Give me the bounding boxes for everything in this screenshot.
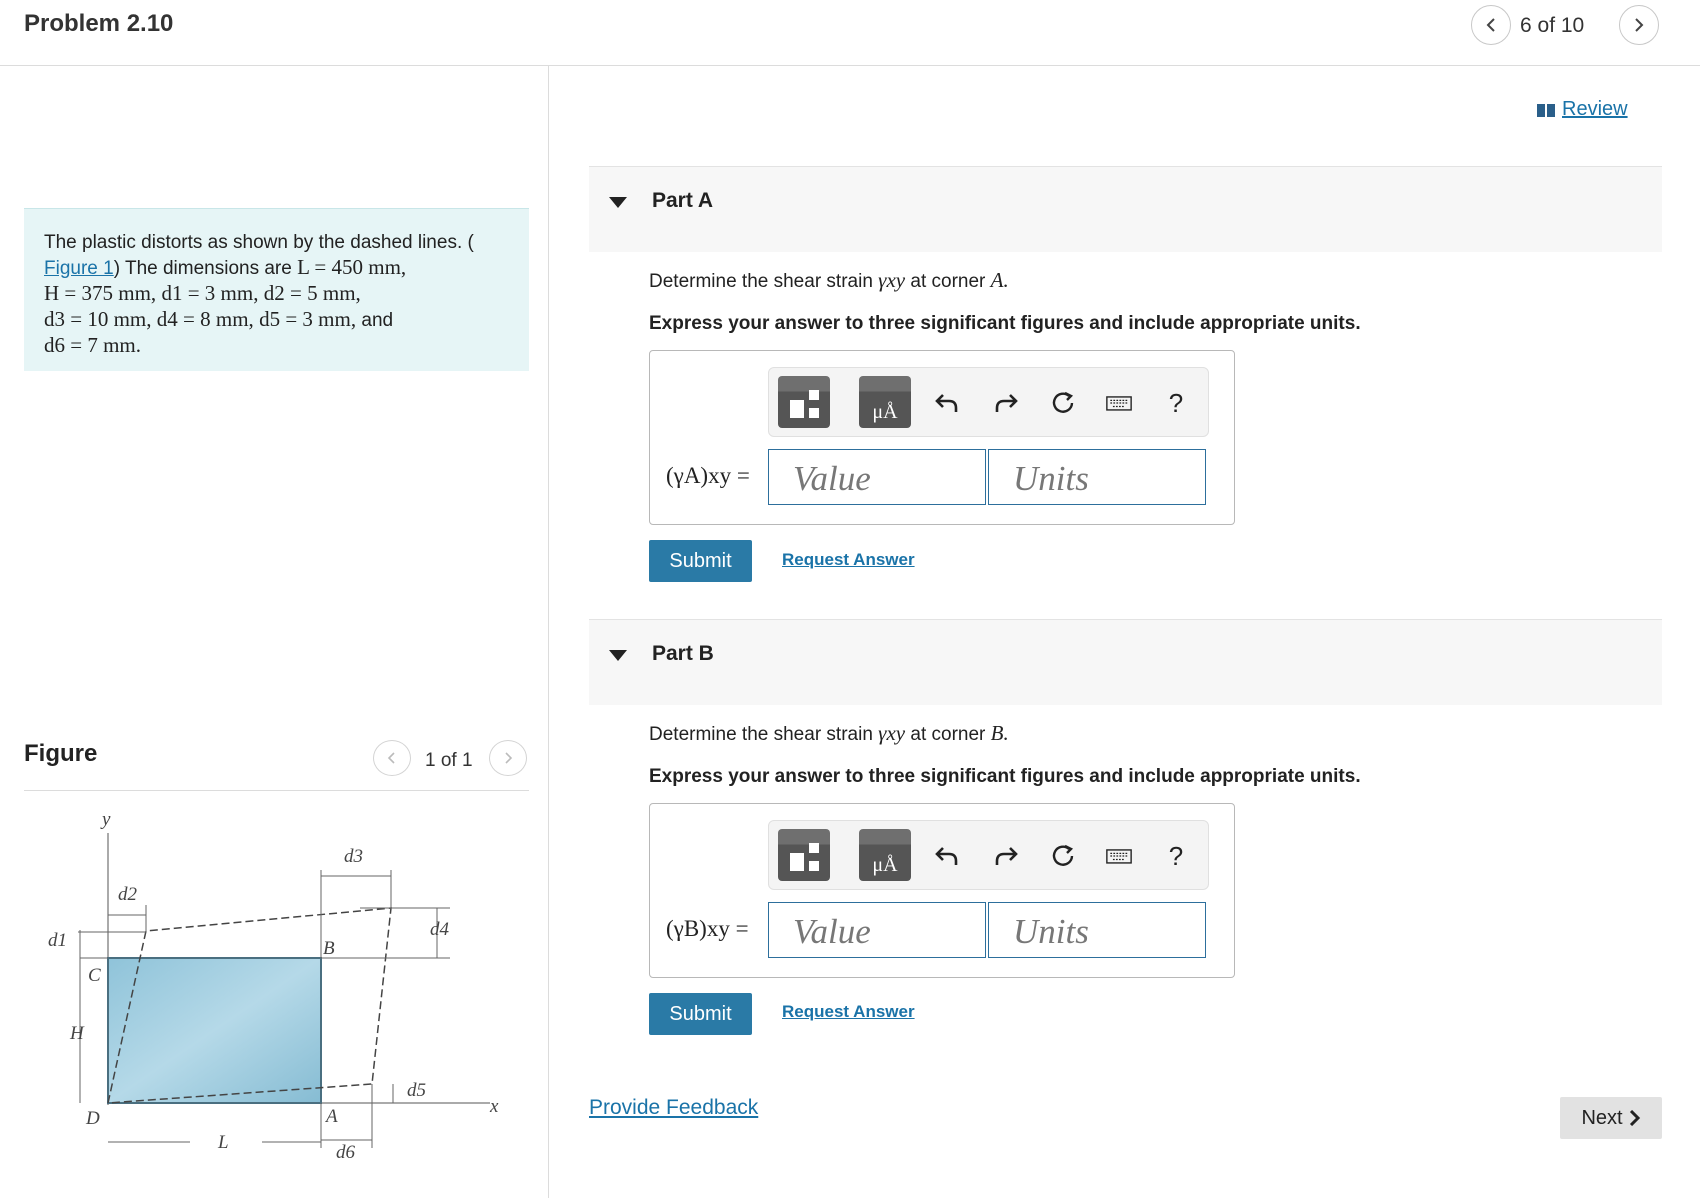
next-button[interactable] bbox=[1560, 1097, 1662, 1139]
part-b-units-input[interactable] bbox=[988, 902, 1206, 958]
question-corner: A. bbox=[990, 268, 1009, 292]
reset-icon[interactable] bbox=[1048, 388, 1078, 418]
question-prefix: Determine the shear strain bbox=[649, 724, 873, 745]
undo-icon[interactable] bbox=[932, 388, 962, 418]
previous-problem-button[interactable] bbox=[1471, 5, 1511, 45]
dimension-d2: d2 = 5 mm, bbox=[263, 281, 361, 305]
problem-title: Problem 2.10 bbox=[24, 10, 174, 37]
part-b-answer-box bbox=[649, 803, 1235, 978]
redo-icon[interactable] bbox=[991, 841, 1021, 871]
redo-icon[interactable] bbox=[991, 388, 1021, 418]
label-C: C bbox=[88, 965, 101, 986]
label-H: H bbox=[70, 1023, 84, 1044]
top-bar bbox=[0, 0, 1700, 66]
part-b-question bbox=[649, 721, 1009, 746]
and-word: and bbox=[361, 310, 394, 331]
dimension-d4: d4 = 8 mm, bbox=[156, 307, 254, 331]
part-b-answer-label: (γB)xy = bbox=[666, 916, 749, 941]
undo-icon[interactable] bbox=[932, 841, 962, 871]
plate-rectangle bbox=[108, 958, 321, 1103]
label-A: A bbox=[326, 1106, 338, 1127]
label-d4: d4 bbox=[430, 919, 449, 940]
units-button[interactable]: μÅ bbox=[859, 829, 911, 881]
keyboard-icon[interactable] bbox=[1104, 388, 1134, 418]
dimension-d6: d6 = 7 mm. bbox=[44, 333, 142, 357]
part-b-label: Part B bbox=[652, 642, 714, 665]
question-corner: B. bbox=[990, 721, 1009, 745]
label-x: x bbox=[490, 1096, 499, 1117]
figure-counter: 1 of 1 bbox=[425, 750, 473, 771]
review-label: Review bbox=[1562, 98, 1628, 120]
label-L: L bbox=[218, 1132, 229, 1153]
chevron-left-icon bbox=[385, 751, 399, 765]
templates-button[interactable] bbox=[778, 829, 830, 881]
dimension-d5: d5 = 3 mm, bbox=[259, 307, 357, 331]
label-d3: d3 bbox=[344, 846, 363, 867]
math-toolbar bbox=[768, 820, 1209, 890]
part-b-submit-button[interactable]: Submit bbox=[649, 993, 752, 1035]
problem-statement bbox=[24, 208, 529, 371]
problem-intro-text: The plastic distorts as shown by the dashed lines. ( bbox=[44, 232, 474, 253]
help-icon[interactable]: ? bbox=[1168, 840, 1184, 871]
caret-down-icon bbox=[609, 197, 627, 208]
chevron-left-icon bbox=[1483, 17, 1499, 33]
dimension-d1: d1 = 3 mm, bbox=[161, 281, 259, 305]
figure-rule bbox=[24, 790, 529, 791]
part-a-instruction: Express your answer to three significant figures and include appropriate units. bbox=[649, 313, 1361, 334]
problem-counter: 6 of 10 bbox=[1520, 14, 1585, 37]
figure-previous-button[interactable] bbox=[373, 740, 411, 776]
label-D: D bbox=[86, 1108, 100, 1129]
figure-heading: Figure bbox=[24, 740, 98, 767]
question-prefix: Determine the shear strain bbox=[649, 271, 873, 292]
label-d5: d5 bbox=[407, 1080, 426, 1101]
caret-down-icon bbox=[609, 650, 627, 661]
math-toolbar bbox=[768, 367, 1209, 437]
part-b-request-answer-link[interactable]: Request Answer bbox=[782, 1002, 915, 1021]
next-problem-button[interactable] bbox=[1619, 5, 1659, 45]
column-divider bbox=[548, 66, 549, 1198]
label-B: B bbox=[323, 938, 335, 959]
part-a-answer-label: (γA)xy = bbox=[666, 463, 750, 488]
question-suffix: at corner bbox=[910, 724, 986, 745]
dimension-L: L = 450 mm, bbox=[297, 255, 407, 279]
figure-link[interactable]: Figure 1 bbox=[44, 258, 114, 279]
dimension-H: H = 375 mm, bbox=[44, 281, 157, 305]
part-b-value-input[interactable] bbox=[768, 902, 986, 958]
part-a-request-answer-link[interactable]: Request Answer bbox=[782, 550, 915, 569]
review-link[interactable] bbox=[1536, 98, 1628, 121]
chevron-right-icon bbox=[1629, 1110, 1641, 1126]
part-a-label: Part A bbox=[652, 189, 714, 212]
part-a-header[interactable] bbox=[589, 166, 1662, 252]
part-b-header[interactable] bbox=[589, 619, 1662, 705]
templates-button[interactable] bbox=[778, 376, 830, 428]
book-icon bbox=[1536, 102, 1556, 118]
part-b-instruction: Express your answer to three significant figures and include appropriate units. bbox=[649, 766, 1361, 787]
dimension-d3: d3 = 10 mm, bbox=[44, 307, 152, 331]
part-a-value-input[interactable] bbox=[768, 449, 986, 505]
provide-feedback-link[interactable]: Provide Feedback bbox=[589, 1096, 759, 1119]
figure-next-button[interactable] bbox=[489, 740, 527, 776]
question-symbol: γxy bbox=[878, 268, 906, 292]
part-a-answer-box bbox=[649, 350, 1235, 525]
chevron-right-icon bbox=[1631, 17, 1647, 33]
label-d6: d6 bbox=[336, 1142, 355, 1163]
question-symbol: γxy bbox=[878, 721, 906, 745]
help-icon[interactable]: ? bbox=[1168, 387, 1184, 418]
label-d1: d1 bbox=[48, 930, 67, 951]
chevron-right-icon bbox=[501, 751, 515, 765]
part-a-question bbox=[649, 268, 1009, 293]
label-d2: d2 bbox=[118, 884, 137, 905]
problem-dimensions-text: ) The dimensions are bbox=[113, 258, 292, 279]
question-suffix: at corner bbox=[910, 271, 986, 292]
next-label: Next bbox=[1581, 1106, 1623, 1129]
reset-icon[interactable] bbox=[1048, 841, 1078, 871]
part-a-units-input[interactable] bbox=[988, 449, 1206, 505]
keyboard-icon[interactable] bbox=[1104, 841, 1134, 871]
deformation-figure bbox=[24, 795, 529, 1165]
part-a-submit-button[interactable]: Submit bbox=[649, 540, 752, 582]
label-y: y bbox=[102, 809, 111, 830]
units-button[interactable]: μÅ bbox=[859, 376, 911, 428]
